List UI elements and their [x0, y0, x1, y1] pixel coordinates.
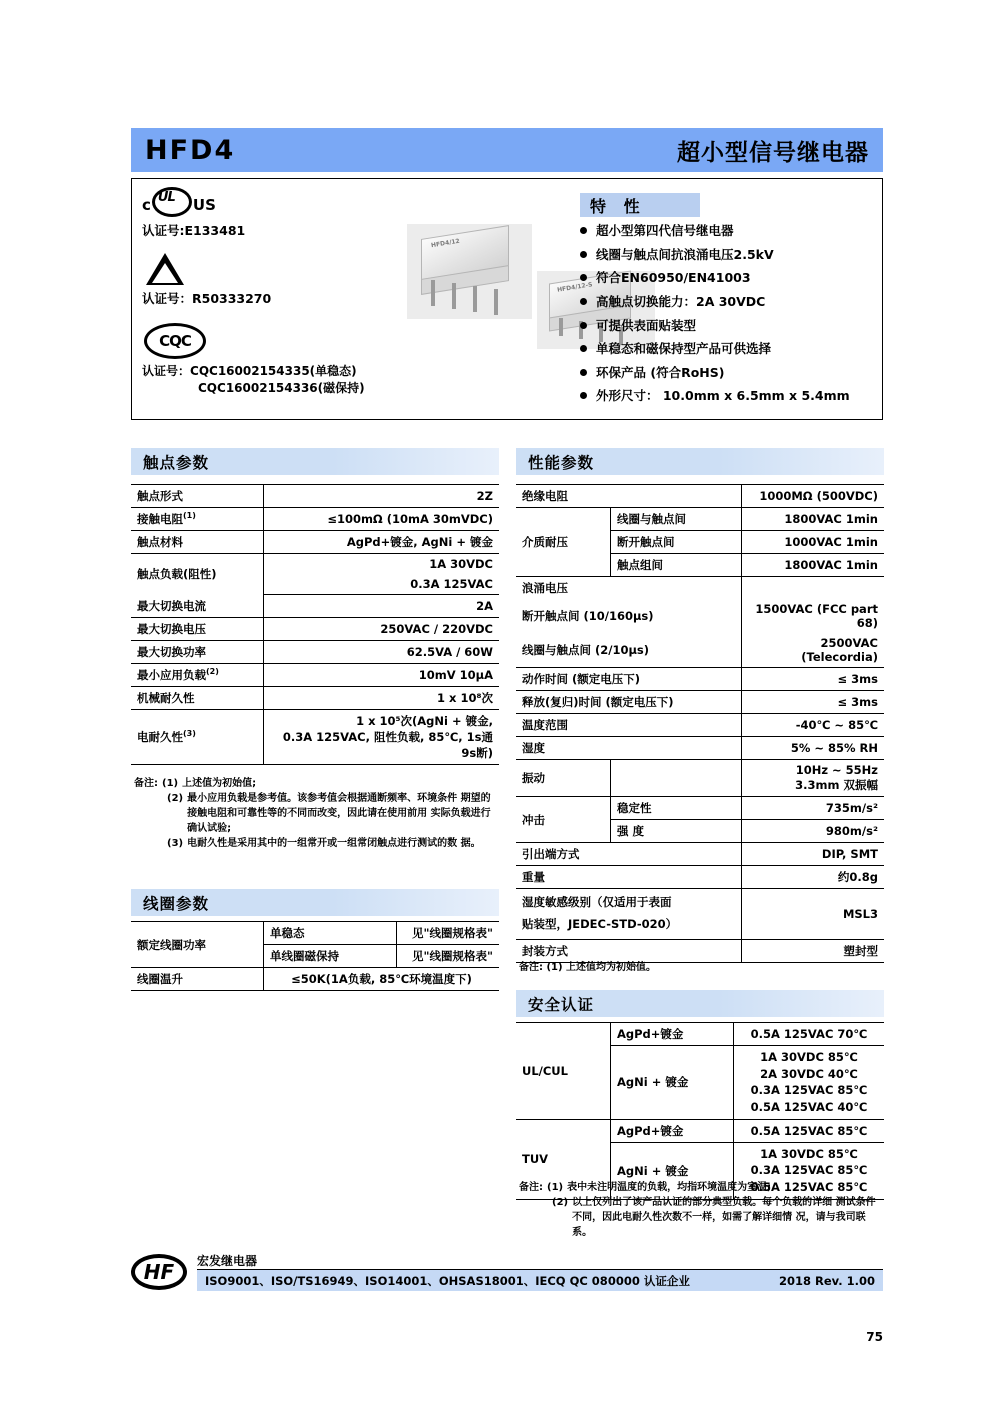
bullet-icon [580, 298, 587, 305]
row-label-line2: 贴装型，JEDEC-STD-020） [522, 916, 678, 931]
row-value: 980m/s² [742, 820, 885, 843]
row-value: 2500VAC (Telecordia) [742, 633, 885, 668]
table-row [516, 843, 884, 866]
note-number: (3) [167, 838, 184, 849]
cert-rating: 0.5A 125VAC 85℃ [734, 1119, 885, 1142]
features-heading: 特 性 [580, 193, 700, 217]
feature-label: 外形尺寸： 10.0mm x 6.5mm x 5.4mm [596, 388, 850, 404]
note-number: (2) [167, 793, 184, 804]
table-row [516, 508, 884, 531]
row-label: 振动 [516, 760, 611, 797]
row-label: 电耐久性 [137, 729, 183, 744]
row-label: 重量 [516, 866, 742, 889]
table-row [516, 797, 884, 820]
cqc-logo-icon: CQC [144, 323, 206, 359]
table-row [131, 686, 499, 709]
cert-rating: 1A 30VDC 85℃ [760, 1146, 858, 1161]
table-row [516, 691, 884, 714]
feature-label: 高触点切换能力：2A 30VDC [596, 293, 766, 309]
row-label: 动作时间 (额定电压下) [516, 668, 742, 691]
row-value: 2A [264, 595, 500, 618]
row-value: 1800VAC 1min [742, 508, 885, 531]
feature-item [580, 294, 880, 310]
cqc-label: 认证号： [142, 364, 191, 378]
feature-item [580, 223, 880, 239]
row-sublabel: 单稳态 [264, 922, 397, 945]
row-label: 冲击 [516, 797, 611, 843]
ul-cert-number: 认证号:E133481 [142, 223, 246, 238]
cqc-number-latching: CQC16002154336(磁保持) [198, 381, 365, 396]
performance-params-heading: 性能参数 [516, 448, 884, 475]
table-row [516, 485, 884, 508]
row-sublabel: 单线圈磁保持 [264, 945, 397, 968]
row-sublabel: 触点组间 [611, 554, 742, 577]
row-value: 10mV 10μA [264, 663, 500, 686]
note-row [519, 1180, 885, 1195]
row-value: 约0.8g [742, 866, 885, 889]
row-value: 10Hz ~ 55Hz 3.3mm 双振幅 [742, 760, 885, 797]
note-row [134, 791, 500, 836]
feature-label: 单稳态和磁保持型产品可供选择 [596, 341, 772, 357]
iso-certification-bar [197, 1269, 883, 1291]
note-number: (2) [552, 1197, 569, 1208]
note-number: (1) [547, 1182, 564, 1193]
safety-cert-table [516, 1022, 884, 1200]
row-label: 触点材料 [131, 531, 264, 554]
table-row [516, 737, 884, 760]
row-value: ≤50K(1A负载, 85℃环境温度下) [264, 968, 500, 991]
product-subtitle: 超小型信号继电器 [677, 139, 869, 166]
cert-org: TUV [516, 1119, 611, 1199]
row-label: 线圈温升 [131, 968, 264, 991]
row-label: 触点形式 [131, 485, 264, 508]
row-label-sup: (1) [183, 511, 196, 521]
table-row [516, 599, 884, 633]
row-value: -40℃ ~ 85℃ [742, 714, 885, 737]
table-row [516, 714, 884, 737]
note-text: 备注: (1) 上述值均为初始值。 [519, 962, 657, 973]
table-row [516, 668, 884, 691]
row-label: 接触电阻 [137, 512, 183, 526]
bullet-icon [580, 274, 587, 281]
table-row [516, 1119, 884, 1142]
row-label-sup: (2) [206, 666, 219, 676]
row-value: 0.3A 125VAC, 阻性负载, 85℃, 1s通9s断) [282, 729, 493, 760]
note-text: 电耐久性是采用其中的一组常开或一组常闭触点进行测试的数 据。 [187, 838, 481, 849]
row-value: 1A 30VDC [264, 554, 500, 575]
row-value: 5% ~ 85% RH [742, 737, 885, 760]
row-value: ≤ 3ms [742, 691, 885, 714]
page-title-bar [131, 128, 883, 172]
row-label: 线圈与触点间 (2/10μs) [516, 633, 742, 668]
row-value: 1 x 10⁸次 [264, 686, 500, 709]
features-list [580, 223, 880, 412]
feature-item [580, 318, 880, 334]
table-row [516, 866, 884, 889]
row-value: ≤100mΩ (10mA 30mVDC) [264, 508, 500, 531]
bullet-icon [580, 392, 587, 399]
row-value: ≤ 3ms [742, 668, 885, 691]
row-sublabel: 稳定性 [611, 797, 742, 820]
table-row [131, 595, 499, 618]
row-sublabel: 线圈与触点间 [611, 508, 742, 531]
row-label: 介质耐压 [516, 508, 611, 577]
hongfa-logo-icon: HF [131, 1254, 187, 1290]
relay-photo-through-hole [407, 224, 532, 319]
contact-params-notes [134, 776, 500, 851]
feature-label: 超小型第四代信号继电器 [596, 223, 734, 238]
cert-rating: 0.3A 125VAC 85℃ [750, 1083, 868, 1098]
cert-material: AgNi + 镀金 [611, 1046, 734, 1120]
note-row [134, 776, 500, 791]
note-text: 以上仅列出了该产品认证的部分典型负载。每个负载的详细 测试条件不同，因此电耐久性次数不一样，如需了解详细情 况，请与我司联系。 [572, 1197, 876, 1238]
row-value [742, 577, 885, 600]
table-row [516, 939, 884, 962]
cert-org: UL/CUL [516, 1023, 611, 1120]
top-info-panel [131, 178, 883, 420]
cert-material: AgPd+镀金 [611, 1119, 734, 1142]
feature-label: 线圈与触点间抗浪涌电压2.5kV [596, 246, 774, 262]
cert-rating: 0.5A 125VAC 40℃ [750, 1100, 868, 1115]
row-value: 735m/s² [742, 797, 885, 820]
row-label: 释放(复归)时间 (额定电压下) [516, 691, 742, 714]
table-row [131, 508, 499, 531]
relay-label-through-hole: HFD4/12 [430, 237, 461, 250]
row-value: 1800VAC 1min [742, 554, 885, 577]
cert-rating: 0.3A 125VAC 85℃ [750, 1163, 868, 1178]
row-value: AgPd+镀金, AgNi + 镀金 [264, 531, 500, 554]
feature-item [580, 270, 880, 286]
row-value: 1000MΩ (500VDC) [742, 485, 885, 508]
table-row [131, 531, 499, 554]
row-label: 封装方式 [516, 939, 742, 962]
table-row [516, 889, 884, 940]
company-name: 宏发继电器 [197, 1254, 258, 1268]
row-label: 最大切换电流 [131, 595, 264, 618]
row-value: 2Z [264, 485, 500, 508]
ul-logo-icon: c UL US [142, 187, 442, 218]
feature-label: 符合EN60950/EN41003 [596, 270, 751, 286]
table-row [131, 968, 499, 991]
safety-cert-heading: 安全认证 [516, 990, 884, 1017]
row-label: 浪涌电压 [522, 581, 568, 595]
revision-text: 2018 Rev. 1.00 [779, 1273, 875, 1288]
row-sublabel: 强 度 [611, 820, 742, 843]
page-footer [131, 1252, 883, 1292]
row-label: 触点负载(阻性) [137, 567, 217, 582]
product-model: HFD4 [145, 134, 236, 166]
cert-material: AgPd+镀金 [611, 1023, 734, 1046]
row-value: 0.3A 125VAC [264, 574, 500, 595]
row-value: 250VAC / 220VDC [264, 617, 500, 640]
coil-params-table [131, 921, 499, 991]
row-label: 额定线圈功率 [131, 922, 264, 968]
row-sublabel [611, 760, 742, 797]
performance-params-table [516, 484, 884, 963]
row-label: 引出端方式 [516, 843, 742, 866]
bullet-icon [580, 322, 587, 329]
feature-item [580, 341, 880, 357]
contact-params-heading: 触点参数 [131, 448, 499, 475]
contact-params-table [131, 484, 499, 765]
table-row [516, 633, 884, 668]
row-label: 最大切换电压 [131, 617, 264, 640]
feature-item [580, 388, 880, 404]
note-row [134, 836, 500, 851]
note-number: (1) [162, 778, 179, 789]
note-text: 最小应用负载是参考值。该参考值会根据通断频率、环境条件 期望的接触电阻和可靠性等的不同而改变，因此请在使用前用 实际负载进行确认试验; [187, 793, 491, 834]
table-row [131, 709, 499, 764]
bullet-icon [580, 227, 587, 234]
row-value: 塑封型 [742, 939, 885, 962]
row-label: 机械耐久性 [131, 686, 264, 709]
note-text: 上述值为初始值; [182, 778, 257, 789]
cert-rating: 0.5A 125VAC 70℃ [734, 1023, 885, 1046]
bullet-icon [580, 369, 587, 376]
cqc-cert-numbers [142, 363, 442, 398]
feature-item [580, 247, 880, 263]
row-value: 62.5VA / 60W [264, 640, 500, 663]
iso-text: ISO9001、ISO/TS16949、ISO14001、OHSAS18001、IECQ QC 080000 认证企业 [205, 1273, 690, 1288]
row-label: 湿度敏感级别（仅适用于表面 [522, 895, 672, 909]
vde-cert-number: 认证号：R50333270 [142, 291, 272, 306]
vde-triangle-icon [146, 253, 184, 285]
row-value: 1000VAC 1min [742, 531, 885, 554]
feature-label: 环保产品 (符合RoHS) [596, 364, 725, 380]
table-row [516, 1023, 884, 1046]
bullet-icon [580, 251, 587, 258]
cert-rating: 1A 30VDC 85℃ [760, 1050, 858, 1064]
notes-label: 备注: [134, 778, 158, 789]
row-label: 绝缘电阻 [516, 485, 742, 508]
row-label: 湿度 [516, 737, 742, 760]
row-label: 断开触点间 (10/160μs) [522, 609, 654, 623]
row-label: 最大切换功率 [131, 640, 264, 663]
safety-cert-notes [519, 1180, 885, 1240]
note-row [519, 1195, 885, 1240]
table-row [131, 485, 499, 508]
cqc-number-mono: CQC16002154335(单稳态) [190, 364, 357, 378]
row-label: 温度范围 [516, 714, 742, 737]
table-row [131, 554, 499, 575]
certification-block [142, 187, 442, 398]
table-row [131, 640, 499, 663]
note-text: 表中未注明温度的负载，均指环境温度为室温; [567, 1182, 772, 1193]
row-value: 1500VAC (FCC part 68) [742, 599, 885, 633]
feature-label: 可提供表面贴装型 [596, 317, 697, 333]
row-value: MSL3 [742, 889, 885, 940]
cert-material: AgNi + 镀金 [611, 1142, 734, 1199]
page-number: 75 [866, 1330, 883, 1344]
table-row [516, 760, 884, 797]
table-row [131, 617, 499, 640]
cert-rating: 2A 30VDC 40℃ [760, 1066, 858, 1081]
row-value: DIP, SMT [742, 843, 885, 866]
table-row [131, 922, 499, 945]
table-row [131, 663, 499, 686]
row-label-sup: (3) [183, 728, 196, 738]
coil-params-heading: 线圈参数 [131, 889, 499, 916]
cert-rating: 0.5A 125VAC 85℃ [750, 1180, 868, 1195]
bullet-icon [580, 345, 587, 352]
feature-item [580, 365, 880, 381]
table-row [516, 577, 884, 600]
row-label: 最小应用负载 [137, 667, 206, 682]
row-value: 见"线圈规格表" [397, 922, 500, 945]
notes-label: 备注: [519, 1182, 543, 1193]
relay-label-smt: HFD4/12-S [556, 281, 593, 294]
row-sublabel: 断开触点间 [611, 531, 742, 554]
row-value: 1 x 10⁵次(AgNi + 镀金, [356, 713, 493, 728]
row-value: 见"线圈规格表" [397, 945, 500, 968]
performance-params-note [519, 960, 885, 975]
